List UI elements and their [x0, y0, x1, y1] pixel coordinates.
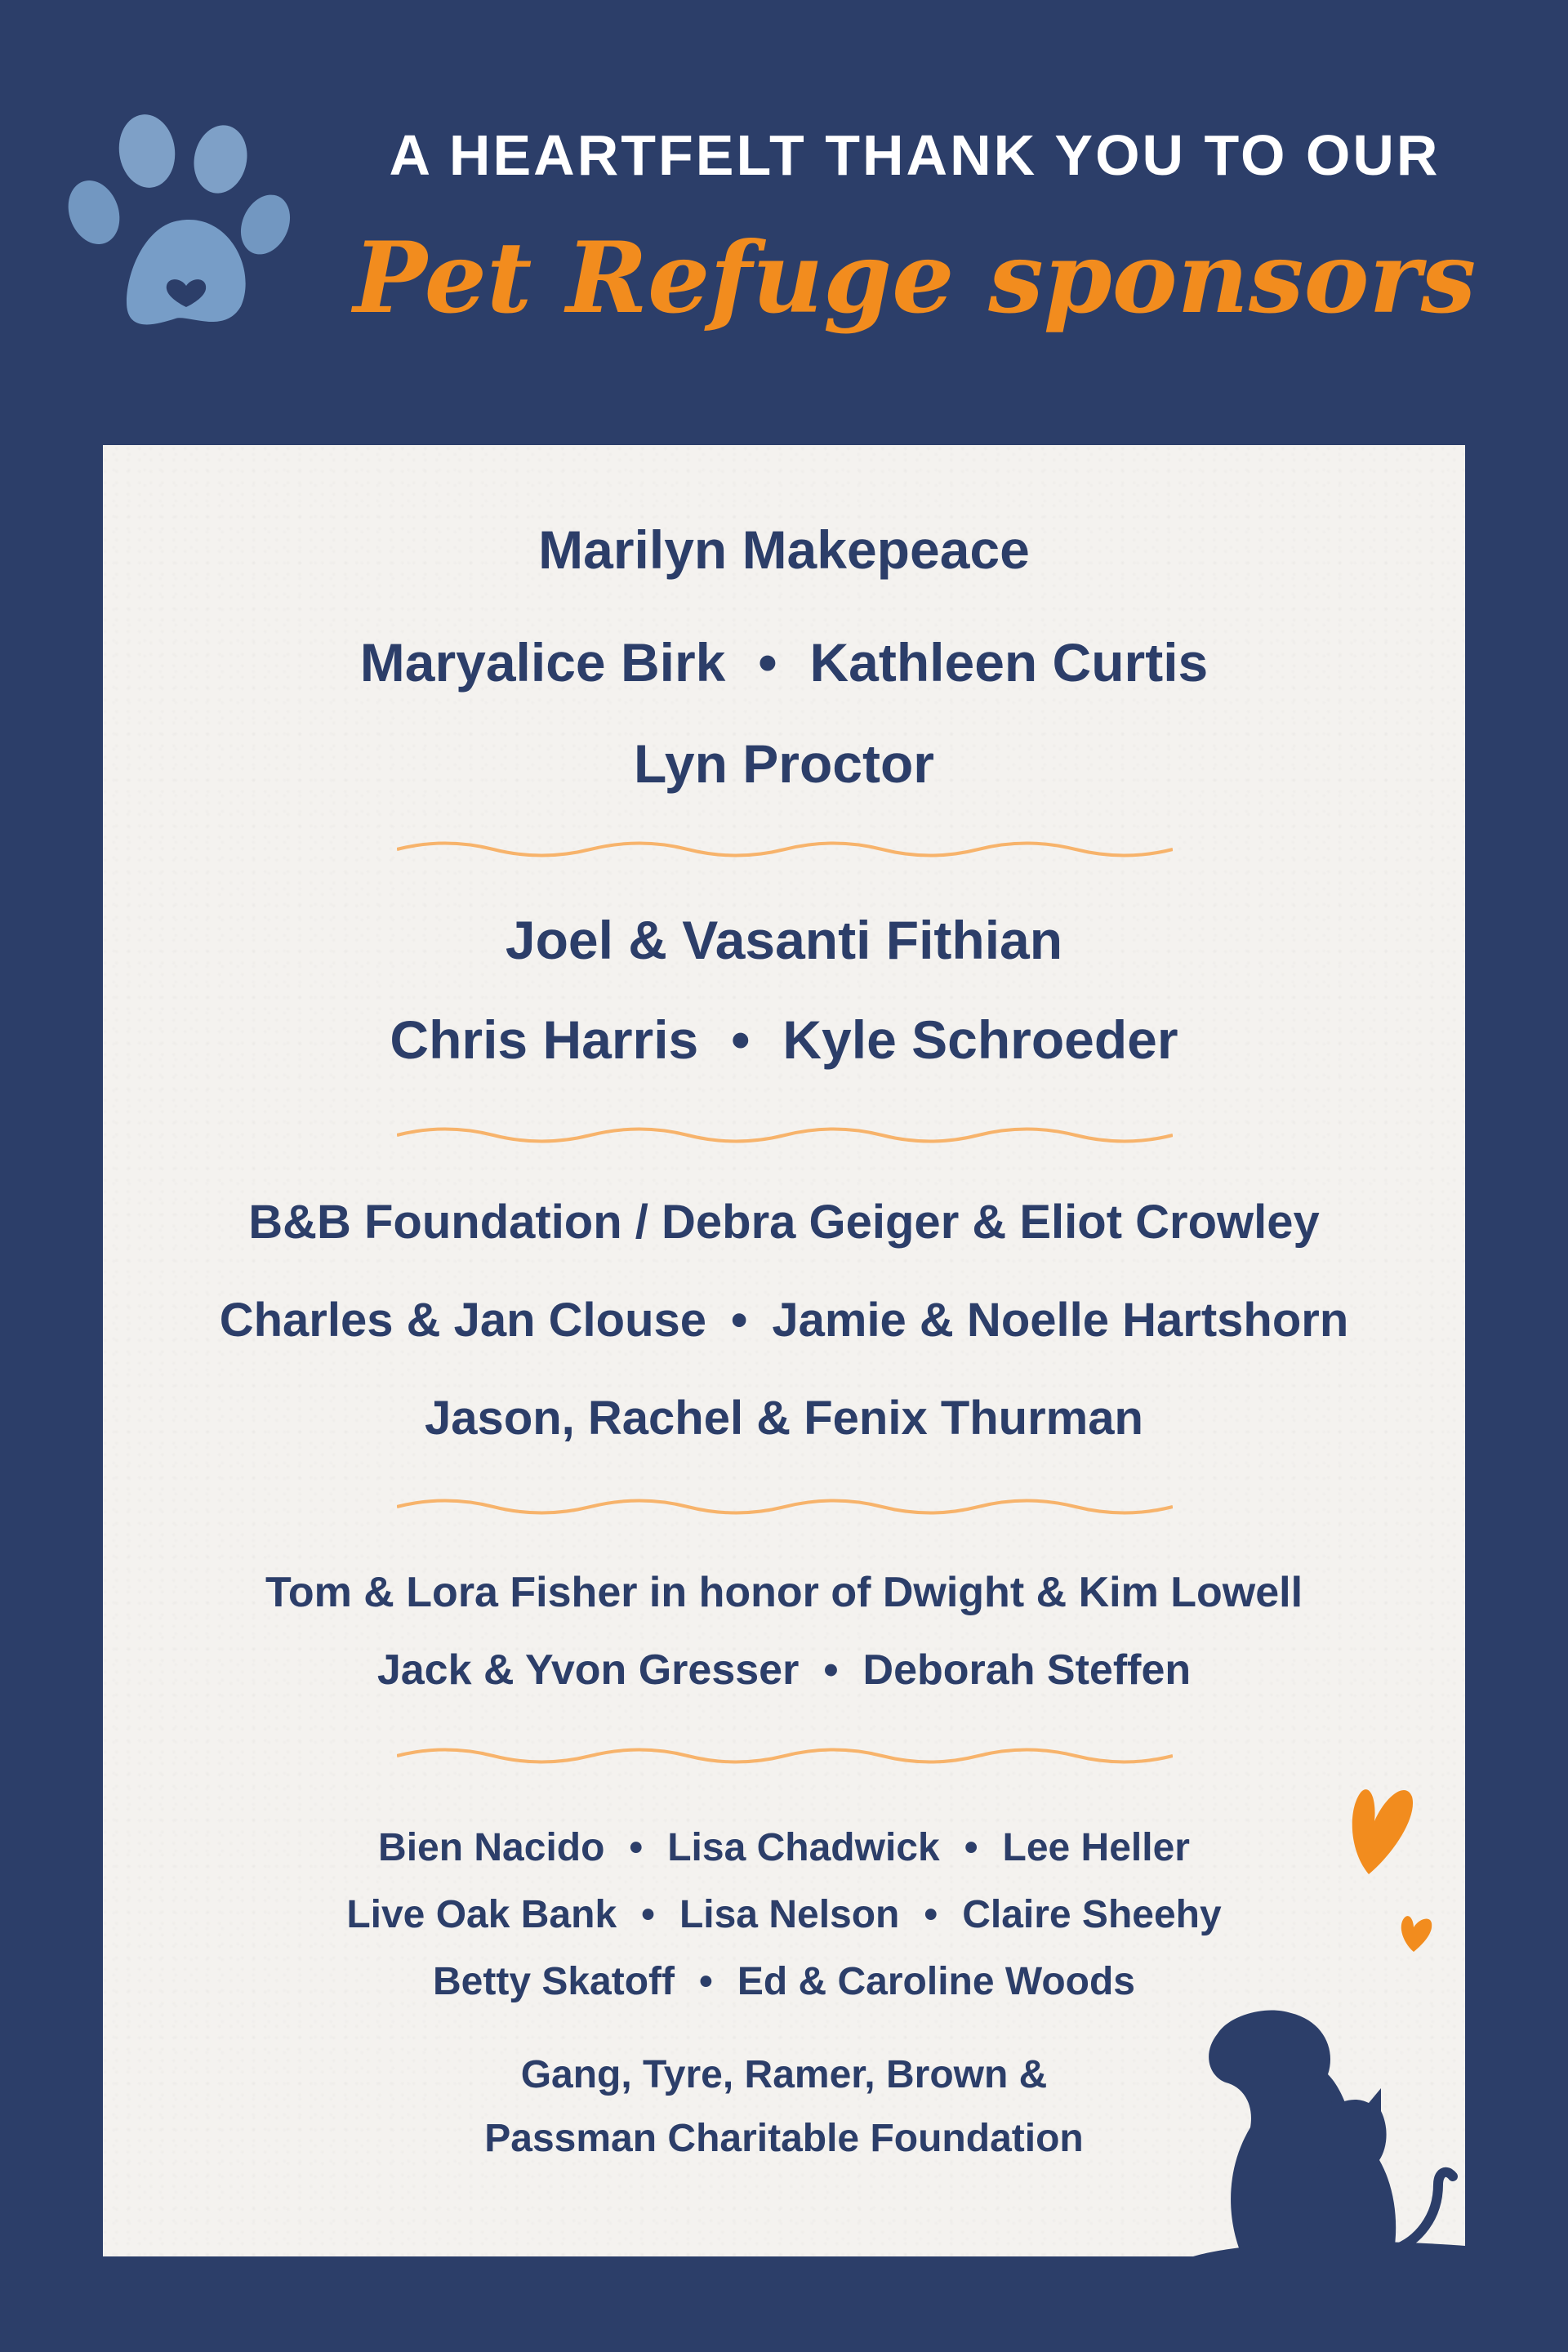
wave-divider	[397, 1123, 1173, 1147]
sponsor-name: Maryalice Birk	[359, 632, 726, 693]
heading-line: A HEARTFELT THANK YOU TO OUR	[389, 123, 1441, 187]
wave-divider	[397, 1744, 1173, 1768]
sponsor-name: Kathleen Curtis	[809, 632, 1209, 693]
sponsor-name: Claire Sheehy	[962, 1893, 1222, 1936]
sponsor-name: Live Oak Bank	[346, 1893, 617, 1936]
separator-dot: •	[758, 632, 777, 693]
sponsor-name: Chris Harris	[390, 1009, 699, 1070]
sponsor-name: Lee Heller	[1002, 1826, 1190, 1869]
sponsor-name: Lyn Proctor	[634, 733, 934, 794]
sponsor-row	[103, 1293, 1465, 1348]
separator-dot: •	[823, 1646, 839, 1694]
wave-divider	[397, 1494, 1173, 1519]
sponsor-name: Bien Nacido	[378, 1826, 605, 1869]
paw-icon	[57, 114, 294, 335]
sponsor-row	[103, 909, 1465, 971]
sponsor-row	[103, 1391, 1465, 1446]
sponsor-name: Jason, Rachel & Fenix Thurman	[425, 1392, 1143, 1445]
dog-and-cat-silhouette	[1193, 1760, 1465, 2256]
sponsor-row	[103, 631, 1465, 693]
sponsor-name: Marilyn Makepeace	[538, 519, 1030, 580]
sponsor-row	[103, 733, 1465, 795]
sponsor-name: Deborah Steffen	[862, 1646, 1192, 1694]
page-title: Pet Refuge sponsors	[353, 220, 1477, 336]
sponsor-row	[103, 519, 1465, 581]
sponsor-row	[103, 1568, 1465, 1617]
sponsor-row	[103, 1646, 1465, 1695]
sponsor-name: B&B Foundation / Debra Geiger & Eliot Crowley	[248, 1196, 1320, 1249]
heart-icon	[1352, 1789, 1413, 1874]
sponsor-name: Jamie & Noelle Hartshorn	[772, 1294, 1349, 1347]
sponsor-name: Ed & Caroline Woods	[737, 1960, 1135, 2003]
sponsor-name: Jack & Yvon Gresser	[376, 1646, 800, 1694]
sponsor-name: Lisa Nelson	[679, 1893, 900, 1936]
sponsor-name: Lisa Chadwick	[667, 1826, 940, 1869]
header	[0, 0, 1568, 441]
sponsor-name: Kyle Schroeder	[782, 1009, 1178, 1070]
heart-icon	[1401, 1916, 1432, 1952]
separator-dot: •	[731, 1009, 751, 1070]
sponsor-name: Charles & Jan Clouse	[219, 1294, 707, 1347]
sponsor-name: Betty Skatoff	[432, 1960, 675, 2003]
separator-dot: •	[731, 1294, 748, 1347]
wave-divider	[397, 837, 1173, 862]
separator-dot: •	[629, 1826, 644, 1869]
sponsor-row	[103, 1009, 1465, 1071]
separator-dot: •	[964, 1826, 978, 1869]
separator-dot: •	[924, 1893, 938, 1936]
sponsor-row	[103, 1195, 1465, 1250]
sponsor-name: Gang, Tyre, Ramer, Brown &	[520, 2053, 1048, 2096]
separator-dot: •	[699, 1960, 713, 2003]
sponsor-card	[103, 445, 1465, 2256]
separator-dot: •	[641, 1893, 655, 1936]
sponsor-name: Joel & Vasanti Fithian	[505, 910, 1063, 970]
sponsor-name: Passman Charitable Foundation	[484, 2117, 1084, 2160]
sponsor-name: Tom & Lora Fisher in honor of Dwight & Kim Lowell	[265, 1569, 1303, 1616]
